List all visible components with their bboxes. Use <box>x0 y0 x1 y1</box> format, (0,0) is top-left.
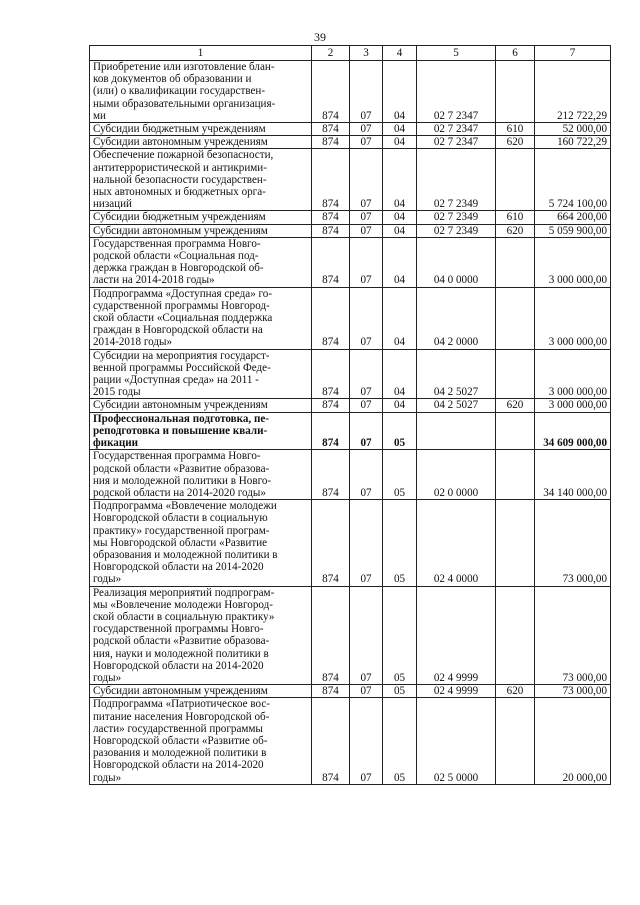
row-subsection-cell: 04 <box>383 349 417 399</box>
row-amount-cell: 34 609 000,00 <box>535 412 611 450</box>
row-section-cell: 07 <box>350 224 383 237</box>
column-header-6: 6 <box>496 46 535 61</box>
table-body <box>90 61 611 785</box>
row-section-cell: 07 <box>350 136 383 149</box>
row-subsection-cell: 04 <box>383 123 417 136</box>
row-name-cell: Субсидии автономным учреждениям <box>90 399 312 412</box>
row-target-article-cell <box>417 412 496 450</box>
row-name-cell: Субсидии на мероприятия государст- венной программы Российской Феде- рации «Доступная среда» на 2011 - 2015 годы <box>90 349 312 399</box>
page-number: 39 <box>314 30 326 44</box>
table-row <box>90 500 611 586</box>
table-row <box>90 123 611 136</box>
table-row <box>90 698 611 784</box>
row-expense-type-cell <box>496 586 535 685</box>
row-expense-type-cell: 620 <box>496 136 535 149</box>
row-section-cell: 07 <box>350 586 383 685</box>
row-subsection-cell: 05 <box>383 586 417 685</box>
row-section-cell: 07 <box>350 237 383 287</box>
row-code-cell: 874 <box>312 287 350 349</box>
row-section-cell: 07 <box>350 123 383 136</box>
row-amount-cell: 5 059 900,00 <box>535 224 611 237</box>
row-subsection-cell: 04 <box>383 237 417 287</box>
row-name-cell: Подпрограмма «Доступная среда» го- сударственной программы Новгород- ской области «Социальная поддержка граждан в Новгородской области на 2014-2018 годы» <box>90 287 312 349</box>
row-subsection-cell: 05 <box>383 500 417 586</box>
row-code-cell: 874 <box>312 450 350 500</box>
row-amount-cell: 160 722,29 <box>535 136 611 149</box>
row-code-cell: 874 <box>312 123 350 136</box>
row-target-article-cell: 04 2 5027 <box>417 399 496 412</box>
row-target-article-cell: 02 7 2347 <box>417 61 496 123</box>
row-section-cell: 07 <box>350 287 383 349</box>
table-row <box>90 237 611 287</box>
row-expense-type-cell: 610 <box>496 123 535 136</box>
budget-table <box>89 45 611 785</box>
table-row <box>90 211 611 224</box>
row-subsection-cell: 04 <box>383 399 417 412</box>
column-number-row <box>90 46 611 61</box>
row-amount-cell: 3 000 000,00 <box>535 399 611 412</box>
table-row <box>90 61 611 123</box>
row-name-cell: Подпрограмма «Патриотическое вос- питание населения Новгородской об- ласти» государственной программы Новгородской области «Развитие об- разования и молодежной политики в Новгородской области на 2014-2020 годы» <box>90 698 312 784</box>
table-row <box>90 685 611 698</box>
row-name-cell: Профессиональная подготовка, пе- реподготовка и повышение квали- фикации <box>90 412 312 450</box>
row-amount-cell: 3 000 000,00 <box>535 237 611 287</box>
row-amount-cell: 20 000,00 <box>535 698 611 784</box>
row-name-cell: Субсидии бюджетным учреждениям <box>90 211 312 224</box>
row-expense-type-cell: 620 <box>496 399 535 412</box>
row-name-cell: Субсидии автономным учреждениям <box>90 224 312 237</box>
table-row <box>90 349 611 399</box>
row-name-cell: Обеспечение пожарной безопасности, антитеррористической и антикрими- нальной безопасности государствен- ных автономных и бюджетных орга- низаций <box>90 149 312 211</box>
row-amount-cell: 34 140 000,00 <box>535 450 611 500</box>
column-header-3: 3 <box>350 46 383 61</box>
row-expense-type-cell <box>496 349 535 399</box>
row-name-cell: Государственная программа Новго- родской области «Социальная под- держка граждан в Новгородской об- ласти на 2014-2018 годы» <box>90 237 312 287</box>
row-subsection-cell: 05 <box>383 698 417 784</box>
row-amount-cell: 664 200,00 <box>535 211 611 224</box>
row-code-cell: 874 <box>312 61 350 123</box>
row-subsection-cell: 05 <box>383 685 417 698</box>
row-expense-type-cell <box>496 698 535 784</box>
row-code-cell: 874 <box>312 349 350 399</box>
table-row <box>90 586 611 685</box>
row-code-cell: 874 <box>312 224 350 237</box>
row-code-cell: 874 <box>312 136 350 149</box>
row-target-article-cell: 02 4 0000 <box>417 500 496 586</box>
row-expense-type-cell: 620 <box>496 685 535 698</box>
row-code-cell: 874 <box>312 500 350 586</box>
row-expense-type-cell <box>496 149 535 211</box>
row-expense-type-cell <box>496 61 535 123</box>
table-row <box>90 287 611 349</box>
row-target-article-cell: 02 7 2347 <box>417 123 496 136</box>
row-amount-cell: 73 000,00 <box>535 685 611 698</box>
row-target-article-cell: 02 7 2349 <box>417 149 496 211</box>
row-target-article-cell: 02 7 2347 <box>417 136 496 149</box>
column-header-4: 4 <box>383 46 417 61</box>
row-subsection-cell: 05 <box>383 412 417 450</box>
row-expense-type-cell: 610 <box>496 211 535 224</box>
row-target-article-cell: 02 7 2349 <box>417 224 496 237</box>
row-expense-type-cell <box>496 450 535 500</box>
table-row <box>90 412 611 450</box>
row-subsection-cell: 04 <box>383 287 417 349</box>
row-target-article-cell: 02 4 9999 <box>417 685 496 698</box>
row-code-cell: 874 <box>312 412 350 450</box>
row-section-cell: 07 <box>350 450 383 500</box>
row-name-cell: Субсидии бюджетным учреждениям <box>90 123 312 136</box>
table-row <box>90 450 611 500</box>
row-section-cell: 07 <box>350 698 383 784</box>
row-target-article-cell: 02 0 0000 <box>417 450 496 500</box>
row-code-cell: 874 <box>312 685 350 698</box>
row-name-cell: Субсидии автономным учреждениям <box>90 685 312 698</box>
row-name-cell: Субсидии автономным учреждениям <box>90 136 312 149</box>
row-target-article-cell: 04 2 0000 <box>417 287 496 349</box>
table-row <box>90 149 611 211</box>
row-section-cell: 07 <box>350 399 383 412</box>
row-expense-type-cell <box>496 500 535 586</box>
row-name-cell: Государственная программа Новго- родской области «Развитие образова- ния и молодежной политики в Новго- родской области на 2014-2020 годы» <box>90 450 312 500</box>
row-target-article-cell: 04 2 5027 <box>417 349 496 399</box>
row-amount-cell: 212 722,29 <box>535 61 611 123</box>
row-code-cell: 874 <box>312 698 350 784</box>
row-name-cell: Реализация мероприятий подпрограм- мы «Вовлечение молодежи Новгород- ской области в социальную практику» государственной программы Новго- родской области «Развитие образова- ния, науки и молодежной политики в Новгородской области на 2014-2020 годы» <box>90 586 312 685</box>
table-row <box>90 224 611 237</box>
row-amount-cell: 5 724 100,00 <box>535 149 611 211</box>
row-subsection-cell: 05 <box>383 450 417 500</box>
row-expense-type-cell <box>496 287 535 349</box>
row-subsection-cell: 04 <box>383 61 417 123</box>
row-amount-cell: 73 000,00 <box>535 500 611 586</box>
table-row <box>90 399 611 412</box>
row-name-cell: Подпрограмма «Вовлечение молодежи Новгородской области в социальную практику» государственной програм- мы Новгородской области «Развитие образования и молодежной политики в Новгородской области на 2014-2020 годы» <box>90 500 312 586</box>
row-expense-type-cell <box>496 412 535 450</box>
row-section-cell: 07 <box>350 349 383 399</box>
row-name-cell: Приобретение или изготовление блан- ков документов об образовании и (или) о квалификации государствен- ными образовательными организация- ми <box>90 61 312 123</box>
table-row <box>90 136 611 149</box>
row-target-article-cell: 02 7 2349 <box>417 211 496 224</box>
row-subsection-cell: 04 <box>383 149 417 211</box>
row-section-cell: 07 <box>350 500 383 586</box>
column-header-2: 2 <box>312 46 350 61</box>
column-header-1: 1 <box>90 46 312 61</box>
row-section-cell: 07 <box>350 149 383 211</box>
row-section-cell: 07 <box>350 685 383 698</box>
column-header-7: 7 <box>535 46 611 61</box>
row-amount-cell: 3 000 000,00 <box>535 349 611 399</box>
column-header-5: 5 <box>417 46 496 61</box>
row-code-cell: 874 <box>312 149 350 211</box>
row-expense-type-cell: 620 <box>496 224 535 237</box>
row-code-cell: 874 <box>312 211 350 224</box>
row-amount-cell: 52 000,00 <box>535 123 611 136</box>
row-code-cell: 874 <box>312 399 350 412</box>
row-section-cell: 07 <box>350 412 383 450</box>
row-code-cell: 874 <box>312 586 350 685</box>
row-subsection-cell: 04 <box>383 211 417 224</box>
row-amount-cell: 3 000 000,00 <box>535 287 611 349</box>
row-target-article-cell: 02 4 9999 <box>417 586 496 685</box>
row-expense-type-cell <box>496 237 535 287</box>
row-subsection-cell: 04 <box>383 136 417 149</box>
row-target-article-cell: 04 0 0000 <box>417 237 496 287</box>
row-section-cell: 07 <box>350 61 383 123</box>
row-section-cell: 07 <box>350 211 383 224</box>
row-target-article-cell: 02 5 0000 <box>417 698 496 784</box>
row-code-cell: 874 <box>312 237 350 287</box>
row-amount-cell: 73 000,00 <box>535 586 611 685</box>
row-subsection-cell: 04 <box>383 224 417 237</box>
